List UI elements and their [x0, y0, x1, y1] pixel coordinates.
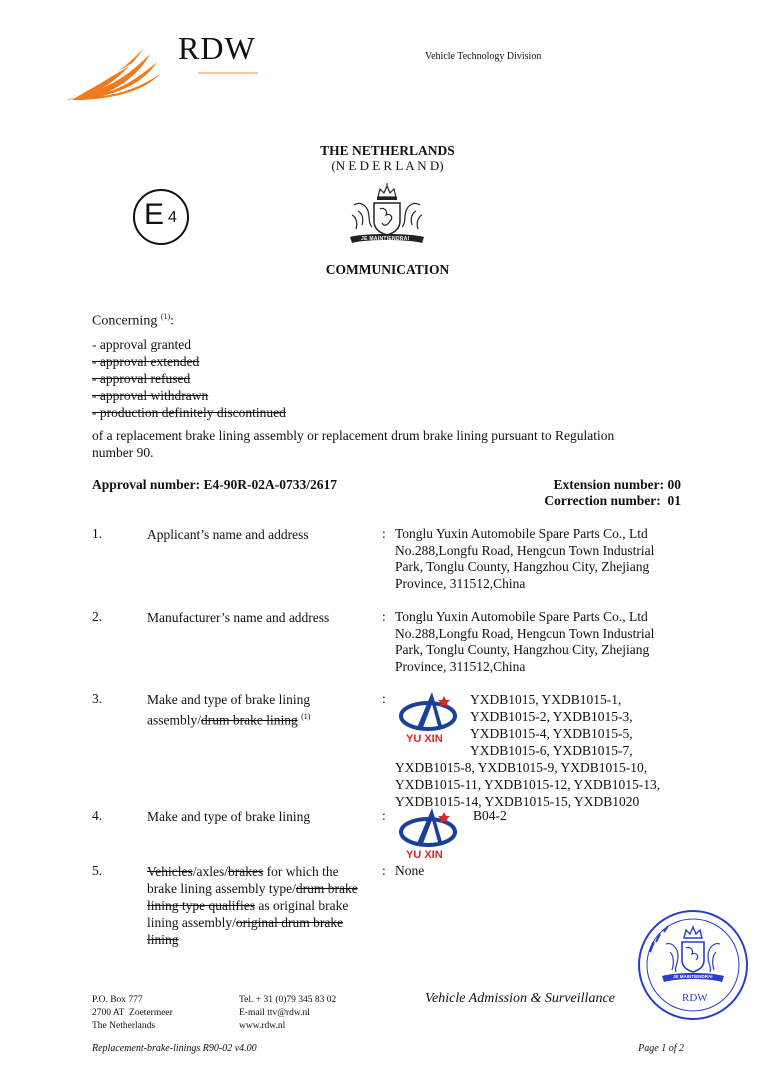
struck-text: lining type qualifies	[147, 898, 255, 913]
item-5-label-line	[147, 931, 377, 948]
item-1-line: Tonglu Yuxin Automobile Spare Parts Co., Ltd	[395, 526, 648, 541]
item-2-colon: :	[382, 609, 386, 624]
footer-address	[92, 994, 173, 1033]
item-3-label-line2	[147, 708, 377, 729]
correction-number: Correction number: 01	[544, 493, 681, 508]
contact-website[interactable]: www.rdw.nl	[239, 1021, 286, 1031]
item-1-label: Applicant’s name and address	[147, 527, 309, 542]
item-1-value	[395, 526, 695, 592]
item-3-types-full	[395, 759, 660, 810]
struck-text: drum brake	[295, 881, 358, 896]
item-1-colon: :	[382, 526, 386, 541]
yuxin-brand-text: YU XIN	[406, 849, 443, 861]
item-2-line: No.288,Longfu Road, Hengcun Town Industrial	[395, 625, 655, 641]
extension-number: Extension number: 00	[553, 477, 681, 492]
e-mark-letter: E	[144, 198, 165, 231]
approval-number: Approval number: E4-90R-02A-0733/2617	[92, 477, 338, 492]
struck-text: lining	[147, 932, 179, 947]
option-approval-refused: - approval refused	[92, 371, 191, 386]
item-3-type-line: YXDB1015-6, YXDB1015-7,	[470, 743, 633, 758]
division-label: Vehicle Technology Division	[425, 51, 542, 62]
footnote-marker: (1)	[160, 312, 171, 321]
label-text: lining assembly/	[147, 915, 236, 930]
option-approval-withdrawn: - approval withdrawn	[92, 388, 209, 403]
rdw-feather-icon	[62, 30, 182, 105]
item-3-label-drum-struck: drum brake lining	[201, 712, 298, 728]
document-reference: Replacement-brake-linings R90-02 v4.00	[92, 1043, 257, 1054]
department-name: Vehicle Admission & Surveillance	[425, 991, 615, 1006]
item-1-number: 1.	[92, 526, 103, 541]
option-production-discontinued: - production definitely discontinued	[92, 405, 286, 420]
item-2-line: Tonglu Yuxin Automobile Spare Parts Co., Ltd	[395, 609, 648, 624]
item-3-type-line: YXDB1015-11, YXDB1015-12, YXDB1015-13,	[395, 777, 661, 792]
subject-line-1: of a replacement brake lining assembly or replacement drum brake lining pursuant to Regulation	[92, 428, 615, 443]
contact-email[interactable]: E-mail ttv@rdw.nl	[239, 1008, 310, 1018]
item-3-label-assembly: assembly/	[147, 712, 201, 728]
label-text: as original brake	[254, 898, 349, 913]
struck-text: Vehicles	[147, 864, 193, 879]
rdw-wordmark: RDW	[178, 30, 256, 66]
item-4-label: Make and type of brake lining	[147, 809, 311, 824]
item-5-value: None	[395, 863, 425, 878]
item-5-label	[147, 863, 377, 948]
netherlands-crest	[344, 183, 430, 249]
footnote-marker: (1)	[301, 712, 311, 721]
subject-text	[92, 427, 614, 461]
item-2-number: 2.	[92, 609, 103, 624]
item-1-line: Province, 311512,China	[395, 575, 526, 591]
item-2-line: Park, Tonglu County, Hangzhou City, Zhejiang	[395, 642, 650, 657]
concerning-options	[92, 336, 286, 421]
item-3-label-line1: Make and type of brake lining	[147, 692, 311, 707]
rdw-stamp	[638, 910, 748, 1020]
item-4-number: 4.	[92, 808, 103, 823]
item-3-type-line: YXDB1015-14, YXDB1015-15, YXDB1020	[395, 794, 640, 809]
item-2-line: Province, 311512,China	[395, 658, 526, 674]
yuxin-emblem-icon	[398, 690, 462, 734]
country-title: THE NETHERLANDS	[320, 143, 455, 158]
item-3-type-line: YXDB1015-2, YXDB1015-3,	[470, 709, 633, 724]
stamp-motto: JE MAINTIENDRAI	[673, 974, 713, 979]
yuxin-emblem-icon	[398, 806, 462, 850]
item-3-type-line: YXDB1015-4, YXDB1015-5,	[470, 726, 633, 741]
label-text: /axles/	[192, 864, 228, 879]
address-line: The Netherlands	[92, 1021, 156, 1031]
label-text: brake lining assembly type/	[147, 881, 296, 896]
item-3-type-line: YXDB1015, YXDB1015-1,	[470, 692, 622, 707]
concerning-label: Concerning $^{(1)}$:	[92, 312, 175, 329]
item-1-line: Park, Tonglu County, Hangzhou City, Zhejiang	[395, 559, 650, 574]
label-text: for which the	[263, 864, 339, 879]
logo-underline	[198, 72, 258, 74]
item-5-label-line	[147, 914, 377, 931]
item-3-types-short	[470, 691, 633, 759]
item-5-label-line	[147, 897, 377, 914]
option-approval-granted: - approval granted	[92, 337, 191, 352]
item-1-line: No.288,Longfu Road, Hengcun Town Industrial	[395, 542, 655, 558]
item-4-colon: :	[382, 808, 386, 823]
item-3-label	[147, 691, 377, 729]
concerning-text: Concerning	[92, 313, 158, 329]
item-5-colon: :	[382, 863, 386, 878]
struck-text: original drum brake	[235, 915, 344, 930]
address-line: 2700 AT Zoetermeer	[92, 1008, 173, 1018]
rdw-logo	[62, 30, 262, 105]
item-3-colon: :	[382, 691, 386, 706]
communication-title: COMMUNICATION	[325, 262, 450, 277]
item-2-label: Manufacturer’s name and address	[147, 610, 330, 625]
item-5-label-line	[147, 880, 377, 897]
option-approval-extended: - approval extended	[92, 354, 200, 369]
e4-mark	[133, 189, 189, 245]
struck-text: brakes	[227, 864, 264, 879]
item-3-number: 3.	[92, 691, 103, 706]
yuxin-brand-text: YU XIN	[406, 733, 443, 745]
e-mark-number: 4	[168, 209, 177, 226]
footer-contact	[239, 994, 336, 1033]
yuxin-logo	[398, 690, 462, 748]
address-line: P.O. Box 777	[92, 995, 143, 1005]
item-5-number: 5.	[92, 863, 103, 878]
stamp-label: RDW	[682, 992, 708, 1004]
item-2-value	[395, 609, 695, 675]
item-5-label-line	[147, 863, 377, 880]
item-4-value: B04-2	[473, 808, 507, 823]
item-3-type-line: YXDB1015-8, YXDB1015-9, YXDB1015-10,	[395, 760, 648, 775]
country-native: (N E D E R L A N D)	[331, 158, 444, 173]
crest-motto: JE MAINTIENDRAI	[361, 236, 410, 242]
contact-phone: Tel. + 31 (0)79 345 83 02	[239, 995, 337, 1005]
subject-line-2: number 90.	[92, 445, 154, 460]
yuxin-logo	[398, 806, 462, 864]
page-number: Page 1 of 2	[638, 1043, 684, 1054]
